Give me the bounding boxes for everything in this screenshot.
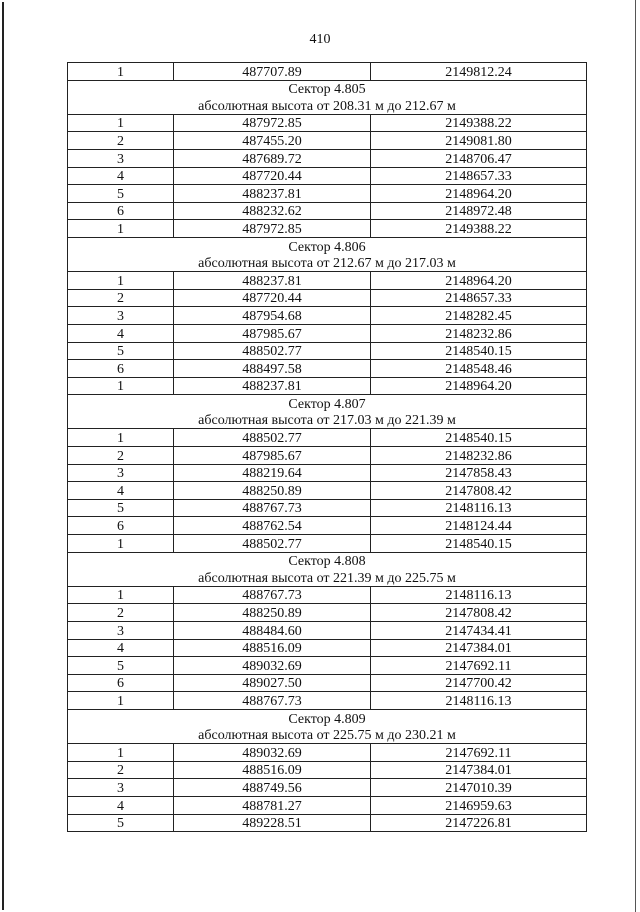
y-coordinate-cell: 2149388.22 — [371, 220, 587, 238]
x-coordinate-cell: 488781.27 — [174, 796, 371, 814]
x-coordinate-cell: 488762.54 — [174, 517, 371, 535]
table-row — [68, 535, 587, 553]
table-row — [68, 761, 587, 779]
x-coordinate-cell: 488237.81 — [174, 377, 371, 395]
table-row — [68, 289, 587, 307]
point-number-cell: 1 — [68, 63, 174, 81]
point-number-cell: 1 — [68, 220, 174, 238]
x-coordinate-cell: 487972.85 — [174, 114, 371, 132]
y-coordinate-cell: 2148540.15 — [371, 342, 587, 360]
table-row — [68, 167, 587, 185]
point-number-cell: 3 — [68, 307, 174, 325]
x-coordinate-cell: 487972.85 — [174, 220, 371, 238]
table-row — [68, 377, 587, 395]
table-row — [68, 114, 587, 132]
point-number-cell: 1 — [68, 692, 174, 710]
table-row — [68, 586, 587, 604]
y-coordinate-cell: 2148116.13 — [371, 692, 587, 710]
table-row — [68, 342, 587, 360]
point-number-cell: 5 — [68, 342, 174, 360]
y-coordinate-cell: 2148232.86 — [371, 324, 587, 342]
y-coordinate-cell: 2149081.80 — [371, 132, 587, 150]
x-coordinate-cell: 489228.51 — [174, 814, 371, 832]
sector-title-row — [68, 237, 587, 254]
point-number-cell: 1 — [68, 429, 174, 447]
point-number-cell: 6 — [68, 202, 174, 220]
table-row — [68, 639, 587, 657]
point-number-cell: 1 — [68, 377, 174, 395]
sector-title: Сектор 4.806 — [68, 237, 587, 254]
x-coordinate-cell: 488250.89 — [174, 604, 371, 622]
table-row — [68, 429, 587, 447]
table-row — [68, 272, 587, 290]
table-row — [68, 464, 587, 482]
point-number-cell: 1 — [68, 586, 174, 604]
scan-edge-right — [635, 0, 636, 912]
y-coordinate-cell: 2148116.13 — [371, 499, 587, 517]
y-coordinate-cell: 2149812.24 — [371, 63, 587, 81]
x-coordinate-cell: 488250.89 — [174, 482, 371, 500]
y-coordinate-cell: 2148548.46 — [371, 360, 587, 378]
y-coordinate-cell: 2148972.48 — [371, 202, 587, 220]
table-row — [68, 185, 587, 203]
sector-altitude: абсолютная высота от 208.31 м до 212.67 м — [68, 97, 587, 114]
table-row — [68, 132, 587, 150]
x-coordinate-cell: 488237.81 — [174, 185, 371, 203]
table-row — [68, 149, 587, 167]
x-coordinate-cell: 488497.58 — [174, 360, 371, 378]
table-row — [68, 604, 587, 622]
x-coordinate-cell: 489032.69 — [174, 657, 371, 675]
page-number: 410 — [309, 32, 331, 47]
point-number-cell: 3 — [68, 779, 174, 797]
sector-altitude-row — [68, 97, 587, 114]
scan-edge-left — [2, 2, 4, 910]
x-coordinate-cell: 488237.81 — [174, 272, 371, 290]
point-number-cell: 2 — [68, 604, 174, 622]
sector-title: Сектор 4.809 — [68, 709, 587, 726]
y-coordinate-cell: 2148657.33 — [371, 167, 587, 185]
sector-altitude-row — [68, 727, 587, 744]
point-number-cell: 5 — [68, 814, 174, 832]
x-coordinate-cell: 488219.64 — [174, 464, 371, 482]
x-coordinate-cell: 487985.67 — [174, 324, 371, 342]
table-row — [68, 307, 587, 325]
table-row — [68, 744, 587, 762]
sector-title: Сектор 4.808 — [68, 552, 587, 569]
point-number-cell: 5 — [68, 499, 174, 517]
table-row — [68, 360, 587, 378]
y-coordinate-cell: 2148657.33 — [371, 289, 587, 307]
y-coordinate-cell: 2148964.20 — [371, 185, 587, 203]
sector-altitude-row — [68, 412, 587, 429]
table-row — [68, 447, 587, 465]
y-coordinate-cell: 2148116.13 — [371, 586, 587, 604]
point-number-cell: 1 — [68, 535, 174, 553]
y-coordinate-cell: 2147692.11 — [371, 744, 587, 762]
x-coordinate-cell: 488484.60 — [174, 622, 371, 640]
x-coordinate-cell: 487954.68 — [174, 307, 371, 325]
x-coordinate-cell: 487985.67 — [174, 447, 371, 465]
point-number-cell: 2 — [68, 447, 174, 465]
point-number-cell: 5 — [68, 657, 174, 675]
sector-altitude-row — [68, 569, 587, 586]
y-coordinate-cell: 2147434.41 — [371, 622, 587, 640]
x-coordinate-cell: 488232.62 — [174, 202, 371, 220]
point-number-cell: 4 — [68, 167, 174, 185]
y-coordinate-cell: 2148964.20 — [371, 272, 587, 290]
table-row — [68, 674, 587, 692]
table-row — [68, 220, 587, 238]
x-coordinate-cell: 489032.69 — [174, 744, 371, 762]
point-number-cell: 5 — [68, 185, 174, 203]
point-number-cell: 6 — [68, 674, 174, 692]
point-number-cell: 4 — [68, 324, 174, 342]
x-coordinate-cell: 488502.77 — [174, 429, 371, 447]
point-number-cell: 2 — [68, 289, 174, 307]
x-coordinate-cell: 487689.72 — [174, 149, 371, 167]
x-coordinate-cell: 488502.77 — [174, 342, 371, 360]
sector-altitude: абсолютная высота от 221.39 м до 225.75 м — [68, 569, 587, 586]
point-number-cell: 2 — [68, 761, 174, 779]
point-number-cell: 3 — [68, 464, 174, 482]
point-number-cell: 1 — [68, 114, 174, 132]
coordinates-table-body — [68, 63, 587, 832]
sector-altitude: абсолютная высота от 212.67 м до 217.03 м — [68, 255, 587, 272]
table-row — [68, 622, 587, 640]
y-coordinate-cell: 2147384.01 — [371, 639, 587, 657]
sector-title-row — [68, 80, 587, 97]
y-coordinate-cell: 2147700.42 — [371, 674, 587, 692]
sector-altitude: абсолютная высота от 225.75 м до 230.21 м — [68, 727, 587, 744]
point-number-cell: 4 — [68, 639, 174, 657]
x-coordinate-cell: 487720.44 — [174, 167, 371, 185]
sector-altitude-row — [68, 255, 587, 272]
coordinates-table — [67, 62, 587, 832]
y-coordinate-cell: 2147858.43 — [371, 464, 587, 482]
table-row — [68, 692, 587, 710]
y-coordinate-cell: 2147692.11 — [371, 657, 587, 675]
y-coordinate-cell: 2148282.45 — [371, 307, 587, 325]
y-coordinate-cell: 2148540.15 — [371, 429, 587, 447]
y-coordinate-cell: 2148540.15 — [371, 535, 587, 553]
point-number-cell: 1 — [68, 272, 174, 290]
x-coordinate-cell: 488516.09 — [174, 761, 371, 779]
y-coordinate-cell: 2148124.44 — [371, 517, 587, 535]
point-number-cell: 4 — [68, 796, 174, 814]
x-coordinate-cell: 487455.20 — [174, 132, 371, 150]
y-coordinate-cell: 2148706.47 — [371, 149, 587, 167]
point-number-cell: 4 — [68, 482, 174, 500]
sector-altitude: абсолютная высота от 217.03 м до 221.39 м — [68, 412, 587, 429]
point-number-cell: 3 — [68, 622, 174, 640]
sector-title: Сектор 4.807 — [68, 395, 587, 412]
x-coordinate-cell: 487720.44 — [174, 289, 371, 307]
table-row — [68, 796, 587, 814]
y-coordinate-cell: 2148232.86 — [371, 447, 587, 465]
y-coordinate-cell: 2148964.20 — [371, 377, 587, 395]
table-row — [68, 814, 587, 832]
table-row — [68, 63, 587, 81]
point-number-cell: 6 — [68, 360, 174, 378]
y-coordinate-cell: 2147226.81 — [371, 814, 587, 832]
table-row — [68, 517, 587, 535]
point-number-cell: 3 — [68, 149, 174, 167]
x-coordinate-cell: 489027.50 — [174, 674, 371, 692]
x-coordinate-cell: 488767.73 — [174, 586, 371, 604]
table-row — [68, 657, 587, 675]
point-number-cell: 6 — [68, 517, 174, 535]
sector-title-row — [68, 552, 587, 569]
x-coordinate-cell: 488502.77 — [174, 535, 371, 553]
table-row — [68, 779, 587, 797]
sector-title-row — [68, 395, 587, 412]
table-row — [68, 324, 587, 342]
table-row — [68, 202, 587, 220]
y-coordinate-cell: 2147808.42 — [371, 482, 587, 500]
x-coordinate-cell: 488516.09 — [174, 639, 371, 657]
point-number-cell: 1 — [68, 744, 174, 762]
table-row — [68, 499, 587, 517]
x-coordinate-cell: 488767.73 — [174, 692, 371, 710]
y-coordinate-cell: 2147808.42 — [371, 604, 587, 622]
x-coordinate-cell: 488767.73 — [174, 499, 371, 517]
y-coordinate-cell: 2146959.63 — [371, 796, 587, 814]
sector-title-row — [68, 709, 587, 726]
sector-title: Сектор 4.805 — [68, 80, 587, 97]
x-coordinate-cell: 487707.89 — [174, 63, 371, 81]
y-coordinate-cell: 2147010.39 — [371, 779, 587, 797]
point-number-cell: 2 — [68, 132, 174, 150]
x-coordinate-cell: 488749.56 — [174, 779, 371, 797]
y-coordinate-cell: 2149388.22 — [371, 114, 587, 132]
table-row — [68, 482, 587, 500]
y-coordinate-cell: 2147384.01 — [371, 761, 587, 779]
